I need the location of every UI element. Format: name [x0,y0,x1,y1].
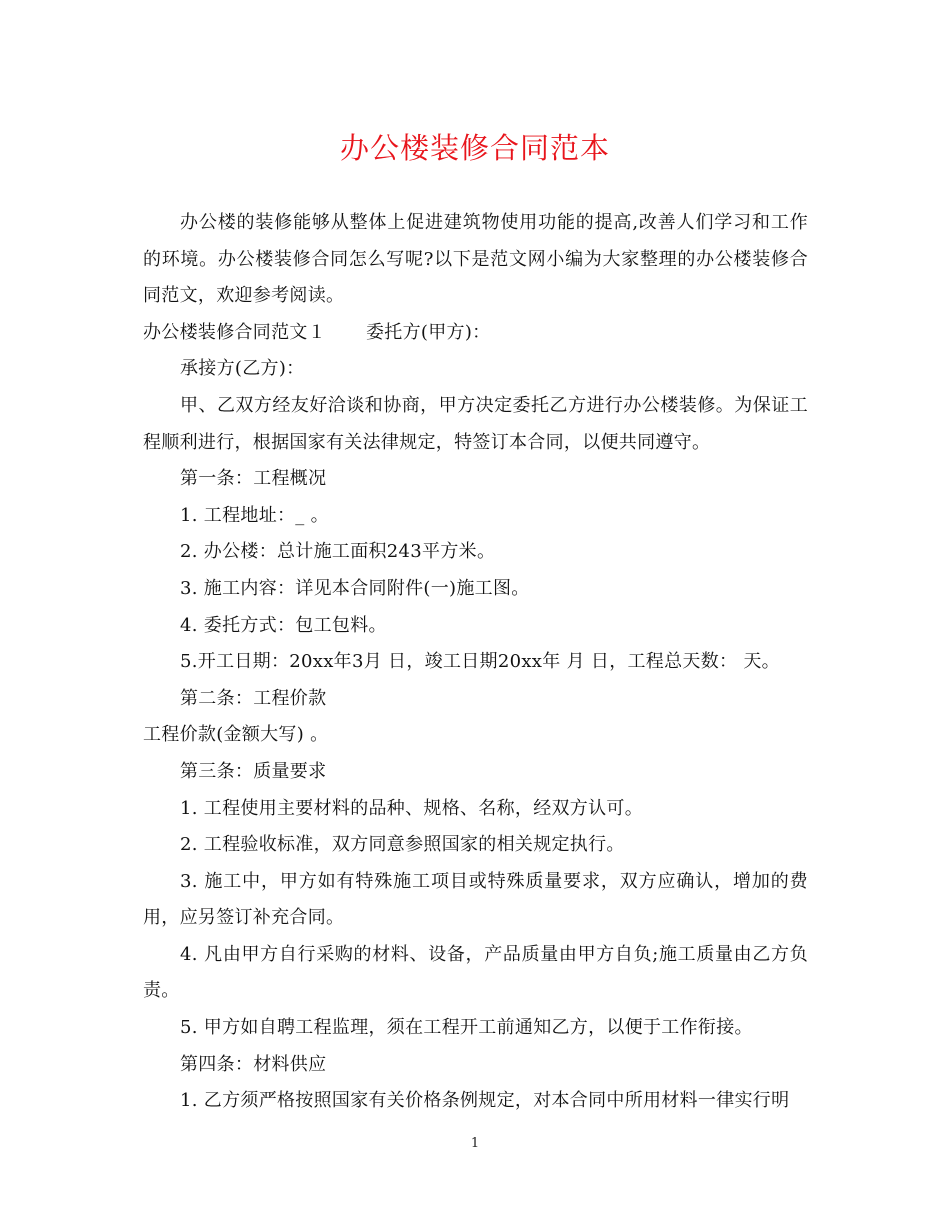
article-1-item: 4. 委托方式：包工包料。 [180,614,387,636]
article-1-item: 5.开工日期：20xx年3月 日，竣工日期20xx年 月 日，工程总天数： 天。 [180,651,780,673]
document-body [143,205,808,1120]
article-3-item: 5. 甲方如自聘工程监理，须在工程开工前通知乙方，以便于工作衔接。 [180,1017,753,1039]
article-4-heading: 第四条：材料供应 [180,1053,327,1075]
preamble-paragraph: 甲、乙双方经友好洽谈和协商，甲方决定委托乙方进行办公楼装修。为保证工程顺利进行，根据国家有关法律规定，特签订本合同，以便共同遵守。 [143,394,808,453]
article-4-item: 1. 乙方须严格按照国家有关价格条例规定，对本合同中所用材料一律实行明 [180,1090,790,1112]
article-3-item: 2. 工程验收标准，双方同意参照国家的相关规定执行。 [180,834,625,856]
article-1-heading: 第一条：工程概况 [180,468,327,490]
article-2-text: 工程价款(金额大写) 。 [143,724,329,746]
article-3-item: 1. 工程使用主要材料的品种、规格、名称，经双方认可。 [180,797,643,819]
document-title: 办公楼装修合同范本 [339,131,610,165]
party-a-label: 委托方(甲方)： [366,321,491,343]
article-3-heading: 第三条：质量要求 [180,760,327,782]
article-1-item: 1. 工程地址：_ 。 [180,504,329,526]
page-number: 1 [470,1136,480,1151]
article-1-item: 2. 办公楼：总计施工面积243平方米。 [180,541,496,563]
sample-heading-line [143,315,808,352]
article-1-item: 3. 施工内容：详见本合同附件(一)施工图。 [180,577,530,599]
sample-label: 办公楼装修合同范文１ [143,321,326,343]
article-3-item: 3. 施工中，甲方如有特殊施工项目或特殊质量要求，双方应确认，增加的费用，应另签订补充合同。 [143,870,808,929]
party-b-label: 承接方(乙方)： [180,358,305,380]
intro-paragraph: 办公楼的装修能够从整体上促进建筑物使用功能的提高,改善人们学习和工作的环境。办公楼装修合同怎么写呢?以下是范文网小编为大家整理的办公楼装修合同范文，欢迎参考阅读。 [143,212,808,307]
article-3-item: 4. 凡由甲方自行采购的材料、设备，产品质量由甲方自负;施工质量由乙方负责。 [143,943,808,1002]
article-2-heading: 第二条：工程价款 [180,687,327,709]
